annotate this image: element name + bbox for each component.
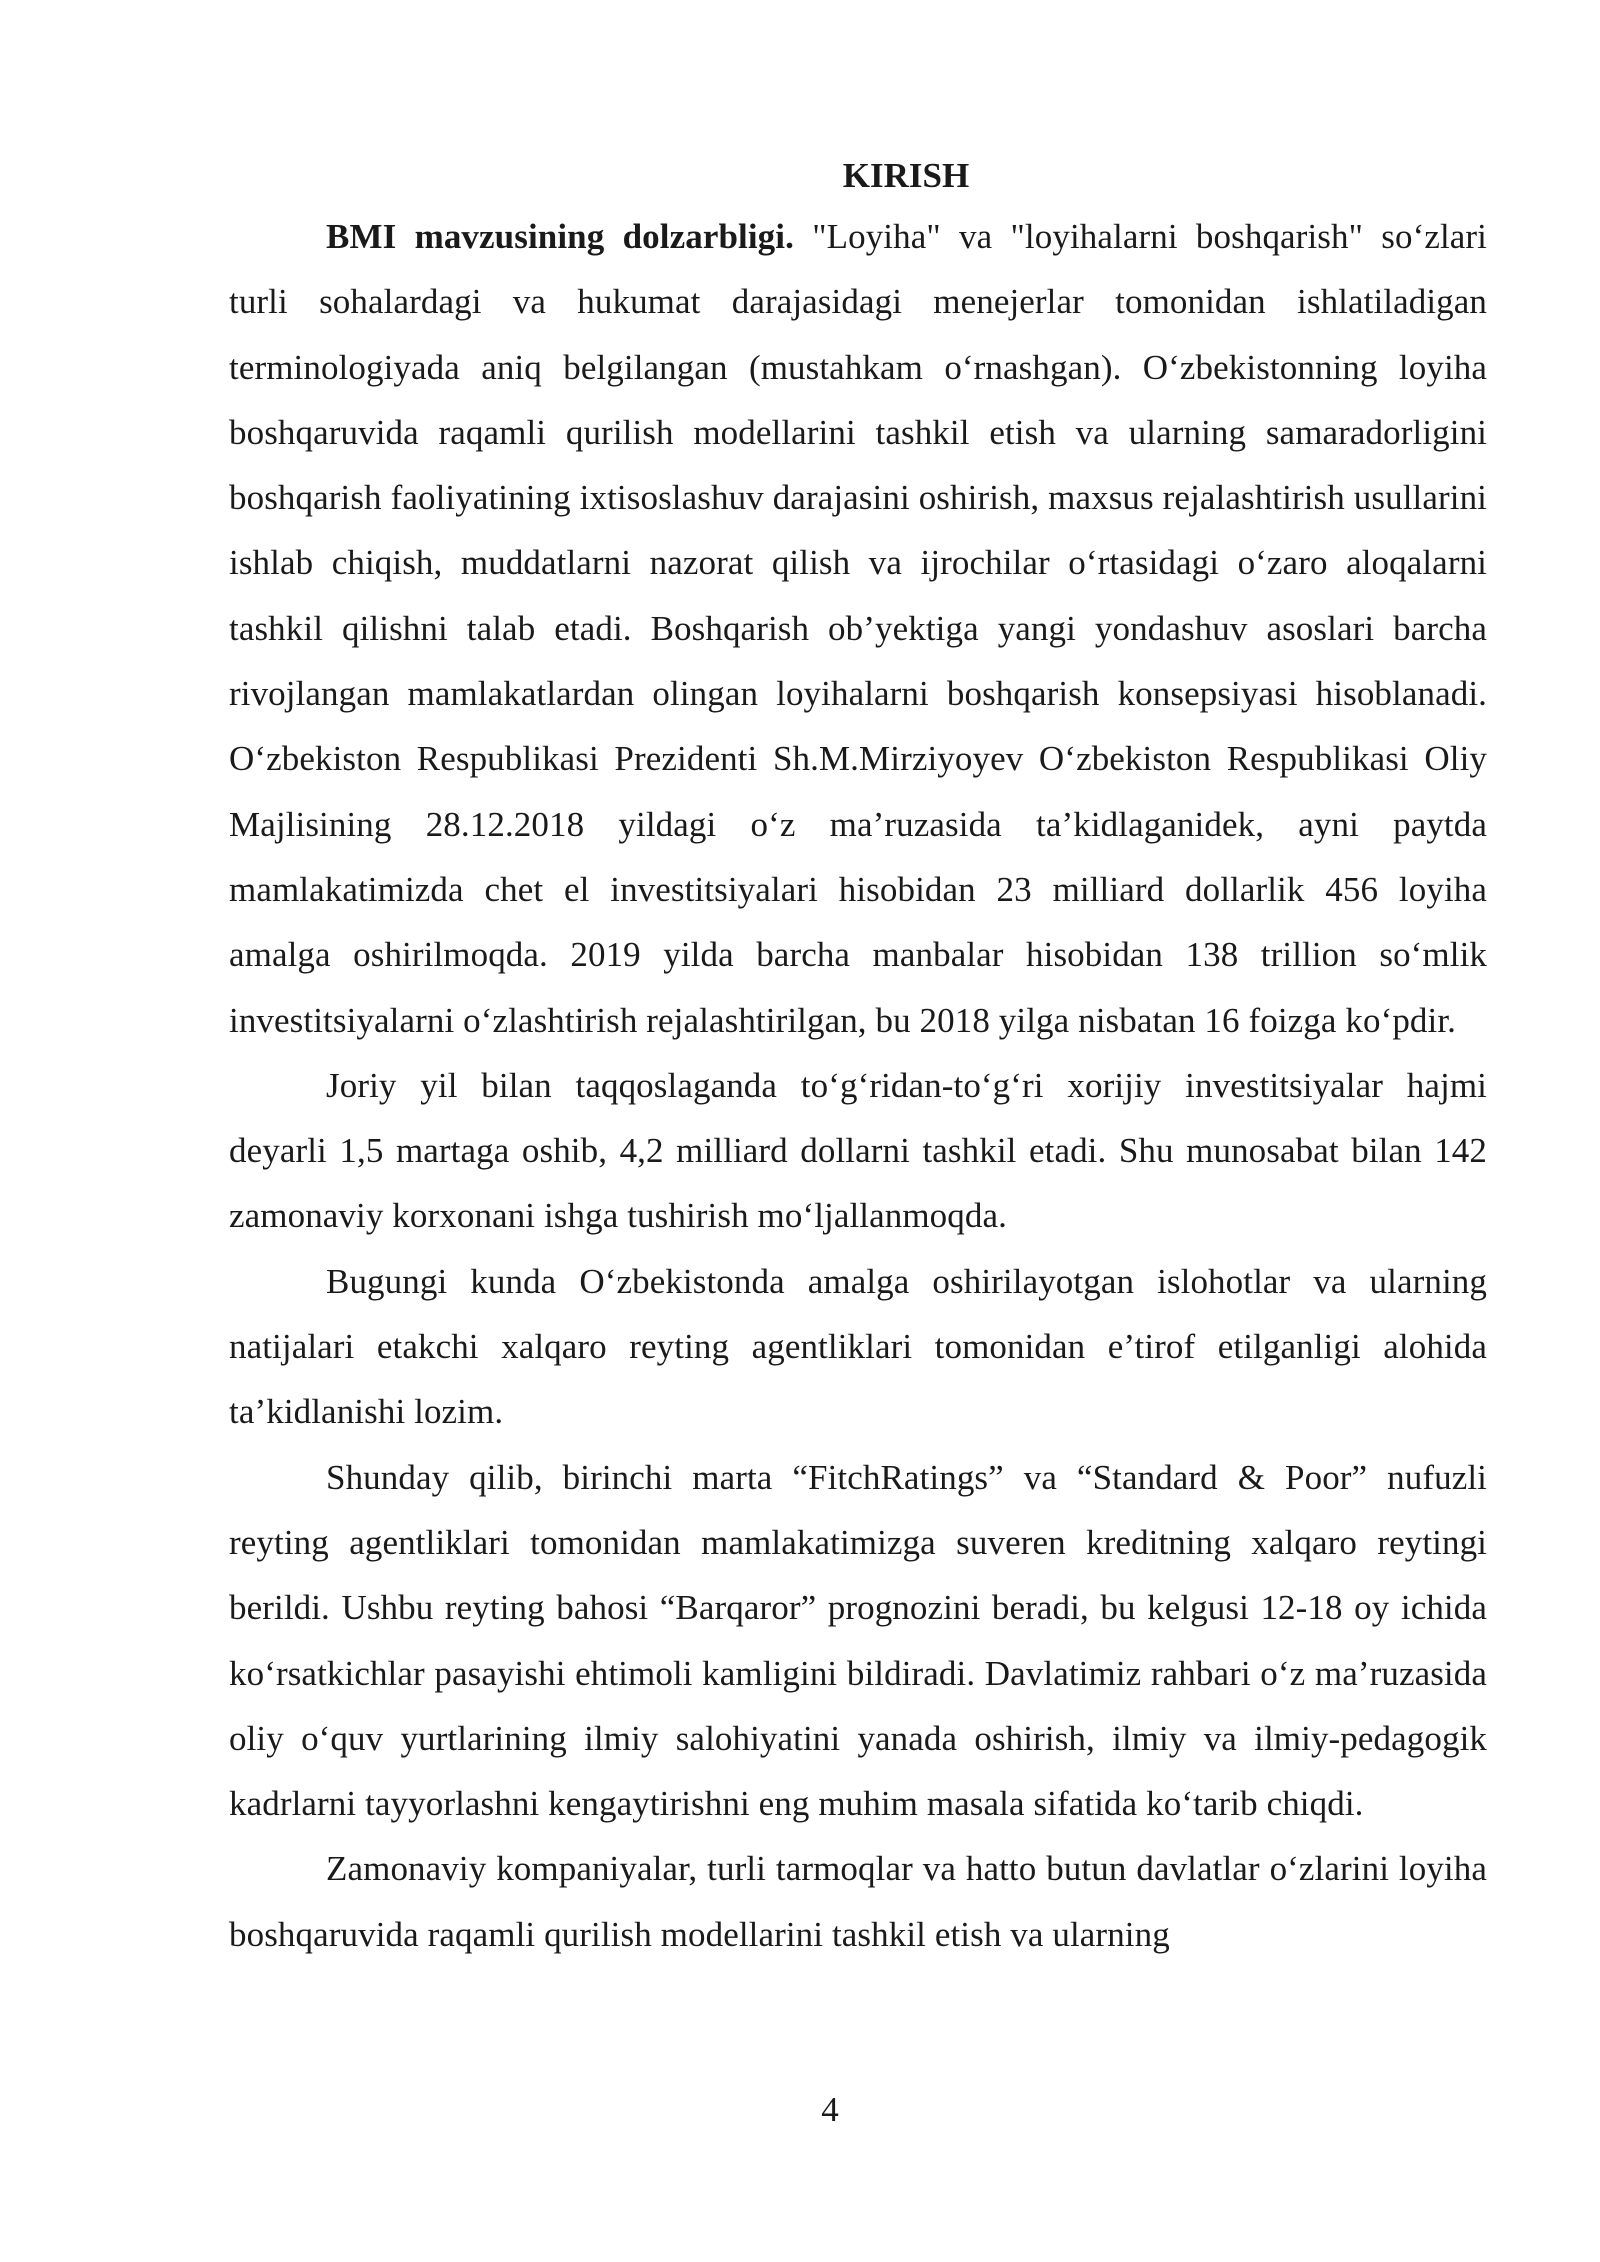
section-heading: KIRISH [842,156,970,195]
lead-bold-text: BMI mavzusining dolzarbligi. [326,217,794,256]
page-content [229,148,1487,1967]
paragraph-4: Shunday qilib, birinchi marta “FitchRatings” va “Standard & Poor” nufuzli reyting agentliklari tomonidan mamlakatimizga suveren kreditning xalqaro reytingi berildi. Ushbu reyting bahosi “Barqaror” prognozini beradi, bu kelgusi 12-18 oy ichida ko‘rsatkichlar pasayishi ehtimoli kamligini bildiradi. Davlatimiz rahbari o‘z ma’ruzasida oliy o‘quv yurtlarining ilmiy salohiyatini yanada oshirish, ilmiy va ilmiy-pedagogik kadrlarni tayyorlashni kengaytirishni eng muhim masala sifatida ko‘tarib chiqdi. [229,1457,1487,1824]
paragraph-5: Zamonaviy kompaniyalar, turli tarmoqlar va hatto butun davlatlar o‘zlarini loyiha boshqaruvida raqamli qurilish modellarini tashkil etish va ularning [229,1849,1487,1954]
paragraph-1 [229,204,1487,1053]
page-number: 4 [821,2090,839,2129]
paragraph-3: Bugungi kunda O‘zbekistonda amalga oshirilayotgan islohotlar va ularning natijalari etakchi xalqaro reyting agentliklari tomonidan e’tirof etilganligi alohida ta’kidlanishi lozim. [229,1261,1487,1432]
paragraph-2: Joriy yil bilan taqqoslaganda to‘g‘ridan-to‘g‘ri xorijiy investitsiyalar hajmi deyarli 1,5 martaga oshib, 4,2 milliard dollarni tashkil etadi. Shu munosabat bilan 142 zamonaviy korxonani ishga tushirish mo‘ljallanmoqda. [229,1065,1487,1236]
paragraph-1-text: "Loyiha" va "loyihalarni boshqarish" so‘zlari turli sohalardagi va hukumat darajasidagi menejerlar tomonidan ishlatiladigan terminologiyada aniq belgilangan (mustahkam o‘rnashgan). O‘zbekistonning loyiha boshqaruvida raqamli qurilish modellarini tashkil etish va ularning samaradorligini boshqarish faoliyatining ixtisoslashuv darajasini oshirish, maxsus rejalashtirish usullarini ishlab chiqish, muddatlarni nazorat qilish va ijrochilar o‘rtasidagi o‘zaro aloqalarni tashkil qilishni talab etadi. Boshqarish ob’yektiga yangi yondashuv asoslari barcha rivojlangan mamlakatlardan olingan loyihalarni boshqarish konsepsiyasi hisoblanadi. O‘zbekiston Respublikasi Prezidenti Sh.M.Mirziyoyev O‘zbekiston Respublikasi Oliy Majlisining 28.12.2018 yildagi o‘z ma’ruzasida ta’kidlaganidek, ayni paytda mamlakatimizda chet el investitsiyalari hisobidan 23 milliard dollarlik 456 loyiha amalga oshirilmoqda. 2019 yilda barcha manbalar hisobidan 138 trillion so‘mlik investitsiyalarni o‘zlashtirish rejalashtirilgan, bu 2018 yilga nisbatan 16 foizga ko‘pdir. [229,217,1487,1040]
